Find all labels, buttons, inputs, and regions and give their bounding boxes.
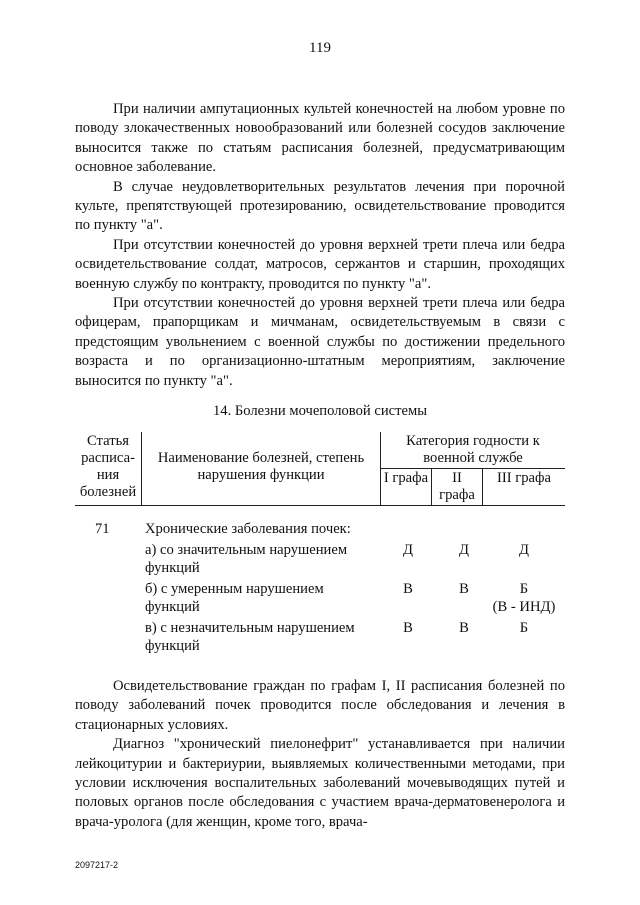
category-column-header: Категория годности к военной службе	[381, 432, 566, 469]
item-text: функций	[145, 638, 200, 654]
section-title: 14. Болезни мочеполовой системы	[212, 403, 428, 419]
page-number: 119	[309, 40, 331, 56]
graph-1-header: I графа	[381, 469, 432, 506]
paragraph: В случае неудовлетворительных результатов лечения при порочной культе, препятствующей протезированию, освидетельствование проводится по пункту "а".	[75, 178, 565, 234]
document-code: 2097217-2	[75, 860, 119, 870]
graph-1-value: Д	[403, 542, 413, 558]
table-row	[75, 559, 565, 577]
article-column-header: Статья расписа-ния болезней	[75, 432, 142, 506]
article-number: 71	[95, 521, 110, 537]
table-row	[75, 520, 565, 538]
table-row	[75, 598, 565, 616]
graph-3-value: Д	[519, 542, 529, 558]
item-text: функций	[145, 599, 200, 615]
graph-2-value: Д	[459, 542, 469, 558]
item-text: в) с незначительным нарушением	[145, 620, 355, 636]
table-row	[75, 637, 565, 655]
graph-2-value: В	[459, 581, 469, 597]
article-title: Хронические заболевания почек:	[145, 521, 351, 537]
disease-table-header	[75, 432, 565, 506]
graph-1-value: В	[403, 620, 413, 636]
table-row	[75, 619, 565, 637]
graph-2-value: В	[459, 620, 469, 636]
graph-3-header: III графа	[483, 469, 566, 506]
graph-2-header: II графа	[432, 469, 483, 506]
graph-3-extra-value: (В - ИНД)	[492, 599, 556, 615]
article-rows	[75, 520, 565, 655]
bottom-text-block	[75, 677, 565, 832]
item-text: а) со значительным нарушением	[145, 542, 348, 558]
item-text: функций	[145, 560, 200, 576]
graph-3-value: Б	[519, 620, 529, 636]
graph-3-value: Б	[519, 581, 529, 597]
paragraph: При отсутствии конечностей до уровня верхней трети плеча или бедра освидетельствование солдат, матросов, сержантов и старшин, проходящих военную службу по контракту, проводится по пункту "а".	[75, 236, 565, 292]
top-text-block	[75, 100, 565, 391]
paragraph: При наличии ампутационных культей конечностей на любом уровне по поводу злокачественных новообразований или болезней сосудов заключение выносится также по статьям расписания болезней, предусматривающим основное заболевание.	[75, 101, 565, 176]
paragraph: Диагноз "хронический пиелонефрит" устанавливается при наличии лейкоцитурии и бактериурии, выявляемых количественными методами, при условии исключения воспалительных заболеваний мочевыводящих путей и половых органов после обследования с участием врача-дерматовенеролога и врача-уролога (для женщин, кроме того, врача-	[75, 736, 565, 830]
name-column-header: Наименование болезней, степень нарушения функции	[142, 432, 381, 506]
table-row	[75, 541, 565, 559]
paragraph: Освидетельствование граждан по графам I, II расписания болезней по поводу заболеваний почек проводится после обследования и лечения в стационарных условиях.	[75, 678, 565, 733]
graph-1-value: В	[403, 581, 413, 597]
paragraph: При отсутствии конечностей до уровня верхней трети плеча или бедра офицерам, прапорщикам и мичманам, освидетельствуемым в связи с предстоящим увольнением с военной службы по достижении предельного возраста и по организационно-штатным мероприятиям, заключение выносится по пункту "а".	[75, 295, 565, 389]
item-text: б) с умеренным нарушением	[145, 581, 324, 597]
table-row	[75, 580, 565, 598]
